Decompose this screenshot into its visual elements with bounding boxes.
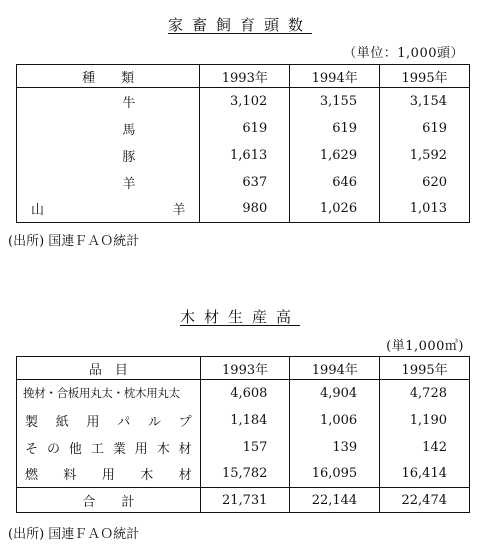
row-label: 羊 xyxy=(17,169,200,196)
label-char: 用 xyxy=(86,414,100,430)
table-row xyxy=(17,407,470,434)
label-char: 木 xyxy=(156,441,170,457)
label-char: 業 xyxy=(112,441,126,457)
value-1994: 1,629 xyxy=(290,142,380,169)
table-row xyxy=(17,115,470,142)
value-1993: 15,782 xyxy=(200,461,290,488)
timber-header-1994: 1994年 xyxy=(290,357,380,380)
value-1995: 619 xyxy=(422,120,447,136)
table-row xyxy=(17,461,470,488)
label-char: 用 xyxy=(134,441,148,457)
value-1993: 157 xyxy=(200,434,290,461)
label-char: 製 xyxy=(25,414,39,430)
timber-unit: (単1,000㎥) xyxy=(386,339,464,354)
total-row xyxy=(17,488,470,513)
label-char: 木 xyxy=(140,468,154,484)
value-1995: 1,190 xyxy=(409,412,447,428)
label-char: 材 xyxy=(178,468,192,484)
value-1995: 1,592 xyxy=(409,147,447,163)
livestock-title: 家畜飼育頭数 xyxy=(167,16,312,34)
label-char: ル xyxy=(147,414,161,430)
label-char: 山 xyxy=(31,203,45,219)
value-1995: 16,414 xyxy=(401,466,447,482)
livestock-header-1994: 1994年 xyxy=(290,65,380,88)
label-char: 他 xyxy=(68,441,82,457)
total-1994: 22,144 xyxy=(290,488,380,513)
table-row xyxy=(17,380,470,407)
table-row xyxy=(17,434,470,461)
value-1994: 1,026 xyxy=(290,196,380,223)
row-label xyxy=(17,196,200,223)
value-1993: 3,102 xyxy=(200,88,290,115)
row-label: 豚 xyxy=(17,142,200,169)
label-char: 燃 xyxy=(25,468,39,484)
livestock-source: (出所) 国連ＦＡＯ統計 xyxy=(8,234,140,249)
spread-label xyxy=(31,199,185,218)
value-1993: 980 xyxy=(200,196,290,223)
value-1994: 4,904 xyxy=(290,380,380,407)
row-label: 挽材・合板用丸太・枕木用丸太 xyxy=(17,380,201,407)
row-label: 牛 xyxy=(17,88,200,115)
livestock-table xyxy=(16,64,470,223)
livestock-header-1993: 1993年 xyxy=(200,65,290,88)
value-1995: 142 xyxy=(422,439,447,455)
row-label xyxy=(17,434,201,461)
value-1993: 4,608 xyxy=(200,380,290,407)
livestock-header-1995: 1995年 xyxy=(380,65,470,88)
value-1994: 16,095 xyxy=(290,461,380,488)
value-1994: 1,006 xyxy=(290,407,380,434)
label-char: プ xyxy=(178,414,192,430)
livestock-unit: （単位：1,000頭） xyxy=(343,46,464,61)
timber-header-1995: 1995年 xyxy=(380,357,470,380)
row-label: 馬 xyxy=(17,115,200,142)
spread-label xyxy=(25,464,192,483)
value-1994: 139 xyxy=(290,434,380,461)
value-1993: 637 xyxy=(200,169,290,196)
label-char: パ xyxy=(117,414,131,430)
total-1995: 22,474 xyxy=(380,488,470,513)
value-1993: 1,613 xyxy=(200,142,290,169)
row-label xyxy=(17,461,201,488)
timber-header-1993: 1993年 xyxy=(200,357,290,380)
timber-table xyxy=(16,356,470,513)
total-label: 合 計 xyxy=(17,488,201,513)
label-char: の xyxy=(46,441,60,457)
row-label xyxy=(17,407,201,434)
label-char: 工 xyxy=(90,441,104,457)
table-row xyxy=(17,196,470,223)
label-char: 料 xyxy=(63,468,77,484)
value-1994: 646 xyxy=(290,169,380,196)
total-1993: 21,731 xyxy=(200,488,290,513)
table-row xyxy=(17,169,470,196)
livestock-header-row xyxy=(17,65,470,88)
value-1995: 620 xyxy=(422,174,447,190)
value-1993: 1,184 xyxy=(200,407,290,434)
spread-label xyxy=(25,411,192,430)
livestock-header-kind: 種 類 xyxy=(17,65,200,88)
table-row xyxy=(17,142,470,169)
value-1993: 619 xyxy=(200,115,290,142)
label-char: 紙 xyxy=(55,414,69,430)
timber-title: 木材生産高 xyxy=(179,308,300,326)
value-1994: 619 xyxy=(290,115,380,142)
label-char: そ xyxy=(25,441,39,457)
label-char: 羊 xyxy=(172,203,186,219)
timber-source: (出所) 国連ＦＡＯ統計 xyxy=(8,527,140,542)
label-char: 用 xyxy=(101,468,115,484)
spread-label xyxy=(25,438,192,457)
value-1994: 3,155 xyxy=(290,88,380,115)
timber-header-row xyxy=(17,357,470,380)
table-row xyxy=(17,88,470,115)
value-1995: 4,728 xyxy=(409,385,447,401)
value-1995: 3,154 xyxy=(409,93,447,109)
timber-header-kind: 品 目 xyxy=(17,357,201,380)
value-1995: 1,013 xyxy=(409,201,447,217)
label-char: 材 xyxy=(178,441,192,457)
